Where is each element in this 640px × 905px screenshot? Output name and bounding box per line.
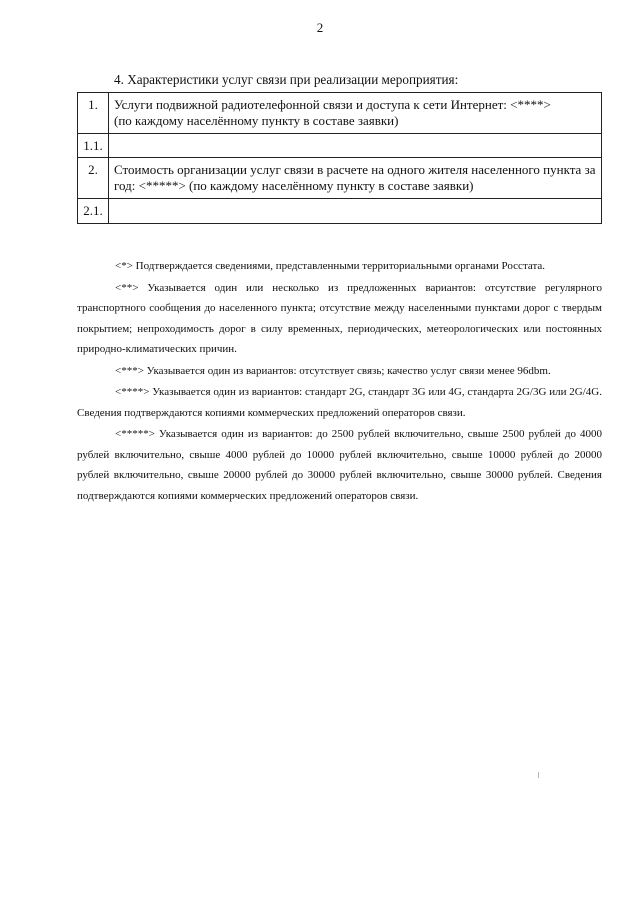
table-row — [78, 134, 602, 158]
row-number: 2. — [78, 158, 109, 199]
row-number: 1. — [78, 93, 109, 134]
scan-artifact — [538, 772, 539, 778]
row-text: Стоимость организации услуг связи в расчете на одного жителя населенного пункта за год: <*****> (по каждому населённому пункту в составе заявки) — [109, 158, 602, 199]
row-value-cell — [109, 199, 602, 224]
row-text-note: (по каждому населённому пункту в составе заявки) — [114, 113, 399, 128]
footnote-3: <***> Указывается один из вариантов: отсутствует связь; качество услуг связи менее 96dbm. — [115, 364, 551, 377]
footnote-4: <****> Указывается один из вариантов: стандарт 2G, стандарт 3G или 4G, стандарта 2G/3G или 2G/4G. Сведения подтверждаются копиями коммерческих предложений операторов связи. — [77, 386, 602, 419]
footnote-1: <*> Подтверждается сведениями, представленными территориальными органами Росстата. — [115, 260, 546, 272]
table-row — [78, 158, 602, 199]
footnotes — [77, 256, 602, 507]
row-number: 1.1. — [78, 134, 109, 158]
section-heading: 4. Характеристики услуг связи при реализации мероприятия: — [114, 72, 459, 87]
row-content — [109, 93, 602, 134]
table-row — [78, 93, 602, 134]
footnote-5: <*****> Указывается один из вариантов: до 2500 рублей включительно, свыше 2500 рублей до 4000 рублей включительно, свыше 4000 рублей до 10000 рублей включительно, свыше 10000 рублей до 20000 рублей включительно, свыше 20000 рублей до 30000 рублей включительно, свыше 30000 рублей. Сведения подтверждаются копиями коммерческих предложений операторов связи. — [77, 428, 602, 502]
row-text: Услуги подвижной радиотелефонной связи и доступа к сети Интернет: <****> — [114, 97, 551, 112]
footnote-2: <**> Указывается один или несколько из предложенных вариантов: отсутствие регулярного транспортного сообщения до населенного пункта; отсутствие между населенными пунктами дорог с твердым покрытием; непроходимость дорог в силу временных, периодических, метеорологических или постоянных природно-климатических причин. — [77, 281, 602, 355]
page-number: 2 — [316, 20, 324, 35]
table-row — [78, 199, 602, 224]
row-value-cell — [109, 134, 602, 158]
characteristics-table — [77, 92, 602, 224]
row-number: 2.1. — [78, 199, 109, 224]
